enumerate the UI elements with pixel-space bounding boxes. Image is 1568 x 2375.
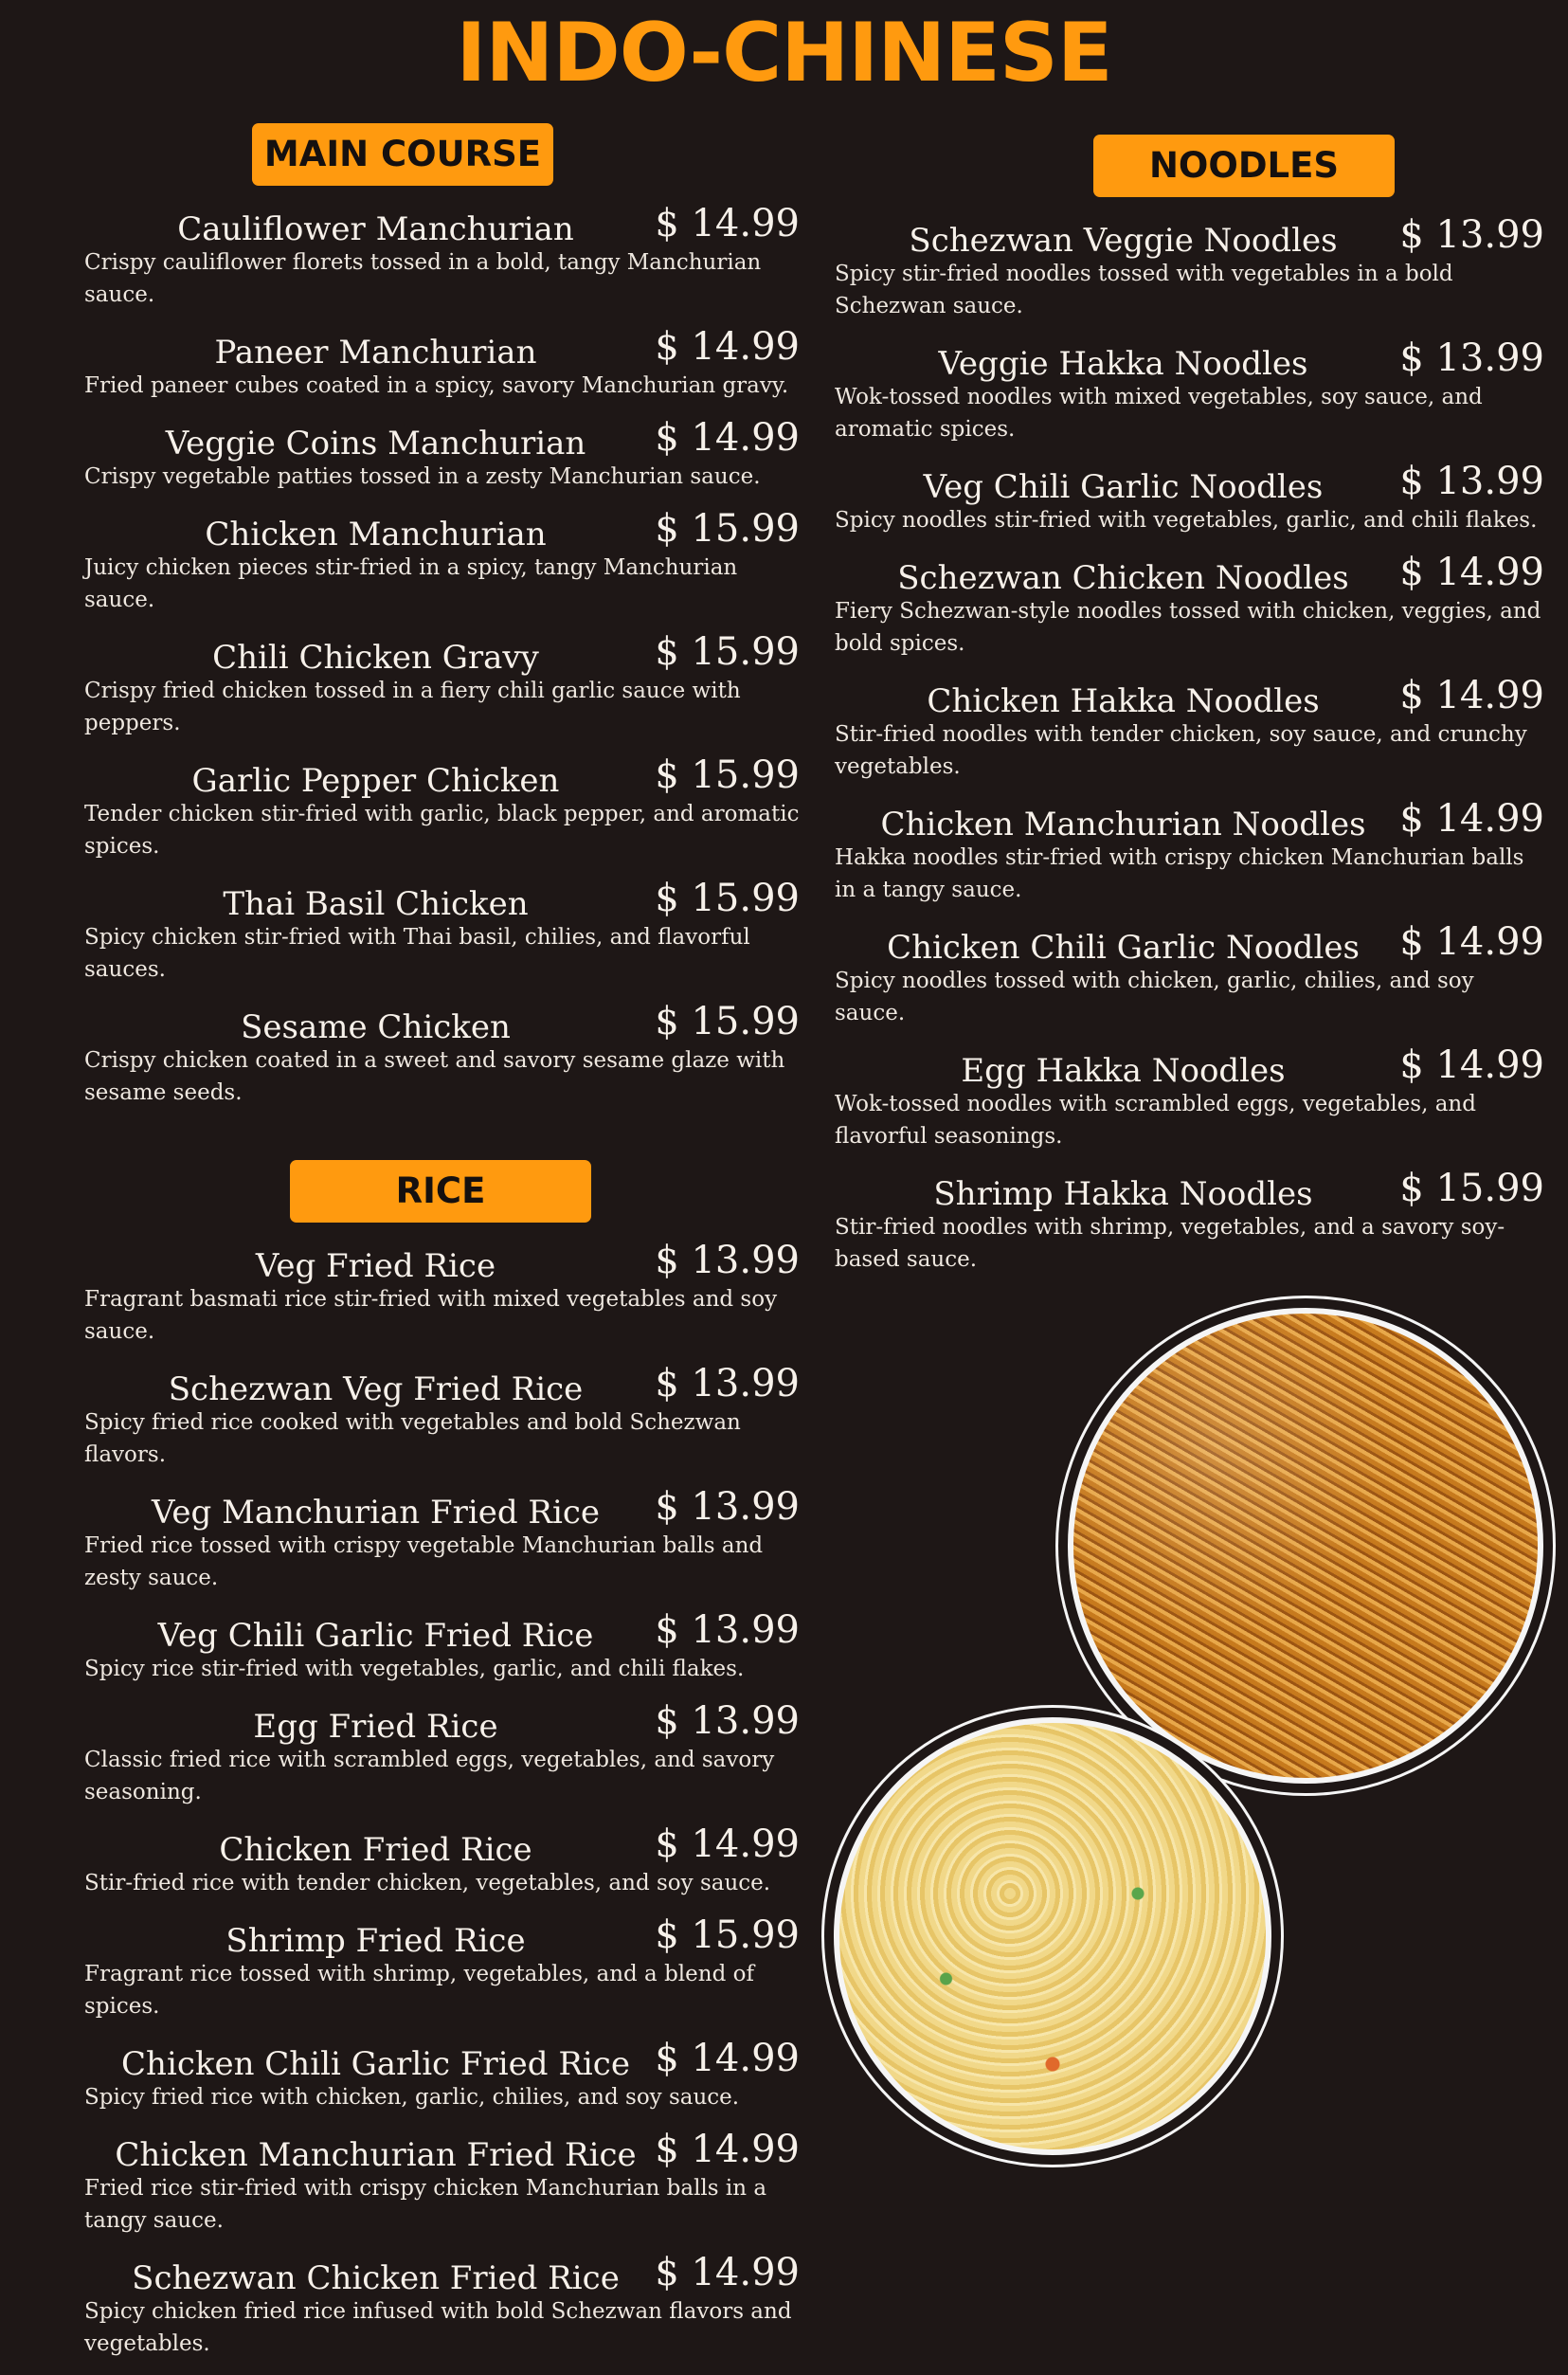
menu-item-price: $ 14.99 (1399, 920, 1544, 964)
menu-item (84, 1914, 800, 2022)
menu-item-price: $ 13.99 (1399, 213, 1544, 257)
menu-item (84, 2129, 800, 2237)
menu-item-description: Spicy chicken fried rice infused with bold Schezwan flavors and vegetables. (84, 2299, 792, 2356)
menu-item-price: $ 14.99 (1399, 551, 1544, 594)
menu-item (84, 754, 800, 862)
menu-item (84, 878, 800, 986)
menu-item-header (835, 552, 1544, 595)
menu-item (835, 552, 1544, 660)
menu-item-name: Schezwan Chicken Fried Rice (132, 2259, 620, 2297)
menu-item-price: $ 13.99 (655, 1239, 800, 1282)
menu-item (835, 214, 1544, 322)
menu-item-header (84, 1486, 800, 1530)
menu-item-name: Veg Chili Garlic Fried Rice (157, 1617, 594, 1655)
page-title: INDO-CHINESE (456, 6, 1112, 100)
menu-item-name: Veg Fried Rice (255, 1247, 496, 1285)
noodles-photo-icon (1306, 1546, 1307, 1547)
menu-item-name: Chicken Chili Garlic Fried Rice (121, 2045, 630, 2083)
menu-item-price: $ 14.99 (655, 2037, 800, 2080)
menu-item (835, 1044, 1544, 1152)
menu-item-description: Spicy fried rice with chicken, garlic, chilies, and soy sauce. (84, 2085, 740, 2110)
menu-item-name: Shrimp Hakka Noodles (933, 1175, 1313, 1213)
menu-item-header (835, 1044, 1544, 1088)
menu-item-name: Chicken Chili Garlic Noodles (887, 929, 1360, 967)
menu-item-name: Chicken Manchurian Fried Rice (115, 2136, 637, 2174)
menu-item-price: $ 13.99 (655, 1608, 800, 1652)
left-column (84, 123, 800, 2375)
right-column (835, 135, 1544, 1291)
menu-item-description: Stir-fried noodles with tender chicken, soy sauce, and crunchy vegetables. (835, 722, 1527, 779)
menu-item-price: $ 13.99 (1399, 460, 1544, 503)
menu-item-description: Fried paneer cubes coated in a spicy, savory Manchurian gravy. (84, 373, 789, 398)
menu-item-name: Cauliflower Manchurian (177, 210, 574, 248)
menu-item (835, 337, 1544, 445)
menu-item-price: $ 15.99 (655, 1000, 800, 1043)
menu-item-header (84, 2038, 800, 2081)
menu-item-price: $ 14.99 (655, 1822, 800, 1866)
menu-item-description: Spicy noodles tossed with chicken, garlic, chilies, and soy sauce. (835, 969, 1474, 1025)
menu-item-name: Schezwan Chicken Noodles (897, 559, 1349, 597)
menu-item-header (84, 2252, 800, 2295)
menu-item-header (84, 417, 800, 461)
menu-item-price: $ 15.99 (655, 630, 800, 674)
noodles-photo (1068, 1308, 1543, 1784)
menu-item-name: Thai Basil Chicken (223, 885, 529, 923)
main-course-list (84, 203, 800, 1109)
menu-item (84, 1486, 800, 1594)
menu-item (84, 1363, 800, 1471)
menu-item-name: Veggie Hakka Noodles (938, 345, 1308, 383)
menu-item-header (835, 921, 1544, 965)
menu-item-description: Hakka noodles stir-fried with crispy chicken Manchurian balls in a tangy sauce. (835, 845, 1524, 902)
menu-item-price: $ 13.99 (655, 1362, 800, 1405)
fried-rice-photo (834, 1717, 1271, 2155)
menu-item-header (84, 1240, 800, 1283)
fried-rice-photo-icon (1053, 1936, 1054, 1937)
menu-item-price: $ 15.99 (655, 507, 800, 551)
menu-item (835, 461, 1544, 536)
menu-item-description: Wok-tossed noodles with mixed vegetables, soy sauce, and aromatic spices. (835, 385, 1483, 442)
menu-item-price: $ 14.99 (655, 416, 800, 460)
menu-item-header (835, 1168, 1544, 1211)
main-course-header: MAIN COURSE (252, 123, 553, 186)
menu-item-description: Stir-fried noodles with shrimp, vegetables, and a savory soy-based sauce. (835, 1215, 1505, 1272)
rice-header: RICE (290, 1160, 591, 1223)
menu-item-header (835, 461, 1544, 504)
menu-item-price: $ 13.99 (655, 1485, 800, 1529)
menu-item-name: Chicken Manchurian (205, 516, 547, 553)
menu-item-price: $ 15.99 (655, 753, 800, 797)
menu-item (84, 1240, 800, 1348)
menu-item-header (84, 878, 800, 921)
menu-item-header (835, 675, 1544, 718)
menu-item (84, 1609, 800, 1685)
menu-item-price: $ 13.99 (1399, 336, 1544, 380)
menu-item (835, 798, 1544, 906)
menu-item (835, 675, 1544, 783)
menu-item-name: Chicken Manchurian Noodles (880, 806, 1366, 843)
menu-item (84, 203, 800, 311)
menu-item-name: Shrimp Fried Rice (225, 1922, 526, 1960)
menu-item-header (84, 1914, 800, 1958)
menu-item-name: Veg Manchurian Fried Rice (151, 1494, 601, 1532)
menu-item (84, 1823, 800, 1899)
menu-item-header (84, 1363, 800, 1406)
menu-item (84, 417, 800, 493)
menu-item (84, 326, 800, 402)
menu-item (835, 921, 1544, 1029)
menu-item-header (84, 508, 800, 552)
menu-item-name: Schezwan Veggie Noodles (909, 222, 1338, 260)
menu-item (84, 1001, 800, 1109)
menu-item-name: Chicken Hakka Noodles (927, 682, 1320, 720)
menu-item-name: Chicken Fried Rice (219, 1831, 532, 1869)
menu-item (84, 2252, 800, 2360)
menu-item-header (835, 214, 1544, 258)
menu-item-name: Sesame Chicken (241, 1008, 511, 1046)
menu-item-description: Spicy noodles stir-fried with vegetables, garlic, and chili flakes. (835, 508, 1538, 533)
menu-item-header (84, 326, 800, 370)
menu-item-name: Schezwan Veg Fried Rice (168, 1370, 584, 1408)
menu-item-price: $ 13.99 (655, 1699, 800, 1743)
menu-item-description: Spicy stir-fried noodles tossed with vegetables in a bold Schezwan sauce. (835, 262, 1453, 318)
menu-item-name: Veggie Coins Manchurian (165, 425, 586, 462)
menu-item-header (84, 2129, 800, 2172)
menu-item-name: Paneer Manchurian (214, 334, 537, 372)
menu-item-price: $ 15.99 (655, 877, 800, 920)
menu-item-header (84, 203, 800, 246)
menu-item-price: $ 14.99 (1399, 797, 1544, 841)
menu-item (84, 508, 800, 616)
menu-item-header (84, 1609, 800, 1653)
menu-item-description: Crispy fried chicken tossed in a fiery chili garlic sauce with peppers. (84, 679, 741, 735)
menu-item-price: $ 14.99 (655, 202, 800, 245)
menu-item-price: $ 14.99 (655, 2251, 800, 2294)
menu-item-name: Garlic Pepper Chicken (191, 762, 560, 800)
menu-item-price: $ 15.99 (655, 1913, 800, 1957)
rice-list (84, 1240, 800, 2360)
menu-item-price: $ 15.99 (1399, 1167, 1544, 1210)
menu-item-price: $ 14.99 (1399, 674, 1544, 717)
menu-item-header (84, 754, 800, 798)
menu-item-description: Wok-tossed noodles with scrambled eggs, vegetables, and flavorful seasonings. (835, 1092, 1476, 1149)
menu-item-description: Spicy chicken stir-fried with Thai basil, chilies, and flavorful sauces. (84, 925, 750, 982)
menu-item-price: $ 14.99 (655, 2128, 800, 2171)
menu-item (835, 1168, 1544, 1276)
menu-item-description: Juicy chicken pieces stir-fried in a spicy, tangy Manchurian sauce. (84, 555, 738, 612)
menu-item-description: Fried rice stir-fried with crispy chicken Manchurian balls in a tangy sauce. (84, 2176, 767, 2233)
menu-item-price: $ 14.99 (655, 325, 800, 369)
menu-item-name: Veg Chili Garlic Noodles (923, 468, 1324, 506)
menu-item-name: Egg Fried Rice (253, 1708, 498, 1746)
menu-item-description: Crispy chicken coated in a sweet and savory sesame glaze with sesame seeds. (84, 1048, 785, 1105)
menu-item-name: Chili Chicken Gravy (212, 639, 539, 677)
menu-item-description: Crispy vegetable patties tossed in a zesty Manchurian sauce. (84, 464, 761, 489)
menu-item-description: Tender chicken stir-fried with garlic, black pepper, and aromatic spices. (84, 802, 800, 859)
menu-item (84, 631, 800, 739)
menu-item-description: Classic fried rice with scrambled eggs, vegetables, and savory seasoning. (84, 1748, 775, 1804)
menu-item-header (835, 798, 1544, 842)
menu-item-description: Spicy rice stir-fried with vegetables, garlic, and chili flakes. (84, 1657, 745, 1681)
menu-item-header (835, 337, 1544, 381)
menu-item-header (84, 631, 800, 675)
menu-item-header (84, 1700, 800, 1744)
menu-item-description: Stir-fried rice with tender chicken, vegetables, and soy sauce. (84, 1871, 771, 1895)
menu-item-description: Fragrant basmati rice stir-fried with mixed vegetables and soy sauce. (84, 1287, 778, 1344)
menu-item-name: Egg Hakka Noodles (961, 1052, 1286, 1090)
noodles-list (835, 214, 1544, 1276)
menu-item-header (84, 1823, 800, 1867)
menu-item-description: Fiery Schezwan-style noodles tossed with chicken, veggies, and bold spices. (835, 599, 1541, 656)
menu-item-description: Spicy fried rice cooked with vegetables and bold Schezwan flavors. (84, 1410, 741, 1467)
menu-item-description: Fragrant rice tossed with shrimp, vegetables, and a blend of spices. (84, 1962, 754, 2019)
menu-item-header (84, 1001, 800, 1044)
menu-item-description: Fried rice tossed with crispy vegetable Manchurian balls and zesty sauce. (84, 1533, 764, 1590)
noodles-header: NOODLES (1093, 135, 1395, 197)
menu-item-price: $ 14.99 (1399, 1043, 1544, 1087)
menu-item (84, 1700, 800, 1808)
menu-item-description: Crispy cauliflower florets tossed in a bold, tangy Manchurian sauce. (84, 250, 762, 307)
menu-item (84, 2038, 800, 2113)
